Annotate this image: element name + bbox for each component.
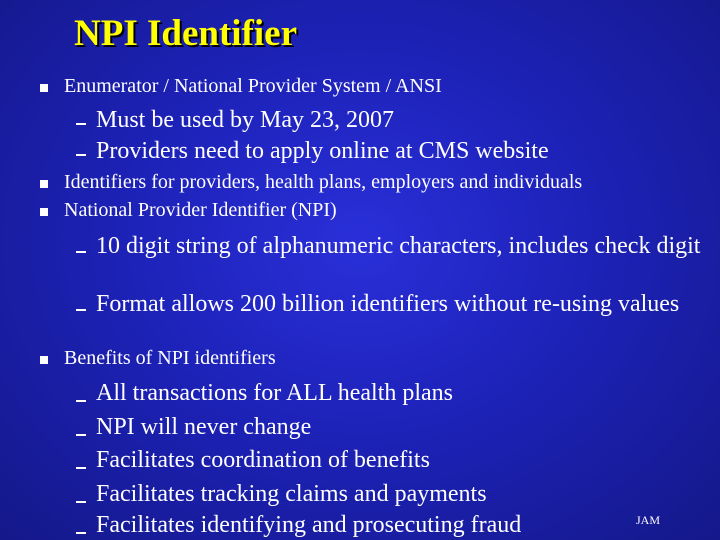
dash-icon [76,400,86,402]
slide-title: NPI Identifier [74,13,297,54]
sub-bullet-never-change: NPI will never change [96,414,312,440]
dash-icon [76,123,86,125]
dash-icon [76,154,86,156]
dash-icon [76,501,86,503]
bullet-npi: National Provider Identifier (NPI) [64,199,337,221]
sub-bullet-digit-string: 10 digit string of alphanumeric characters, includes check digit [96,233,701,259]
sub-bullet-fraud: Facilitates identifying and prosecuting fraud [96,512,522,538]
sub-bullet-format: Format allows 200 billion identifiers without re-using values [96,291,680,317]
dash-icon [76,467,86,469]
dash-icon [76,532,86,534]
bullet-benefits: Benefits of NPI identifiers [64,347,276,369]
bullet-square-icon [40,180,48,188]
bullet-enumerator: Enumerator / National Provider System / ANSI [64,75,442,97]
dash-icon [76,251,86,253]
sub-bullet-tracking: Facilitates tracking claims and payments [96,481,487,507]
sub-bullet-apply-online: Providers need to apply online at CMS website [96,138,549,164]
footer-initials: JAM [636,513,661,527]
bullet-square-icon [40,208,48,216]
dash-icon [76,434,86,436]
dash-icon [76,309,86,311]
bullet-square-icon [40,84,48,92]
sub-bullet-all-transactions: All transactions for ALL health plans [96,380,454,406]
bullet-identifiers: Identifiers for providers, health plans, employers and individuals [64,171,583,193]
sub-bullet-deadline: Must be used by May 23, 2007 [96,107,394,133]
bullet-square-icon [40,356,48,364]
sub-bullet-coordination: Facilitates coordination of benefits [96,447,430,473]
